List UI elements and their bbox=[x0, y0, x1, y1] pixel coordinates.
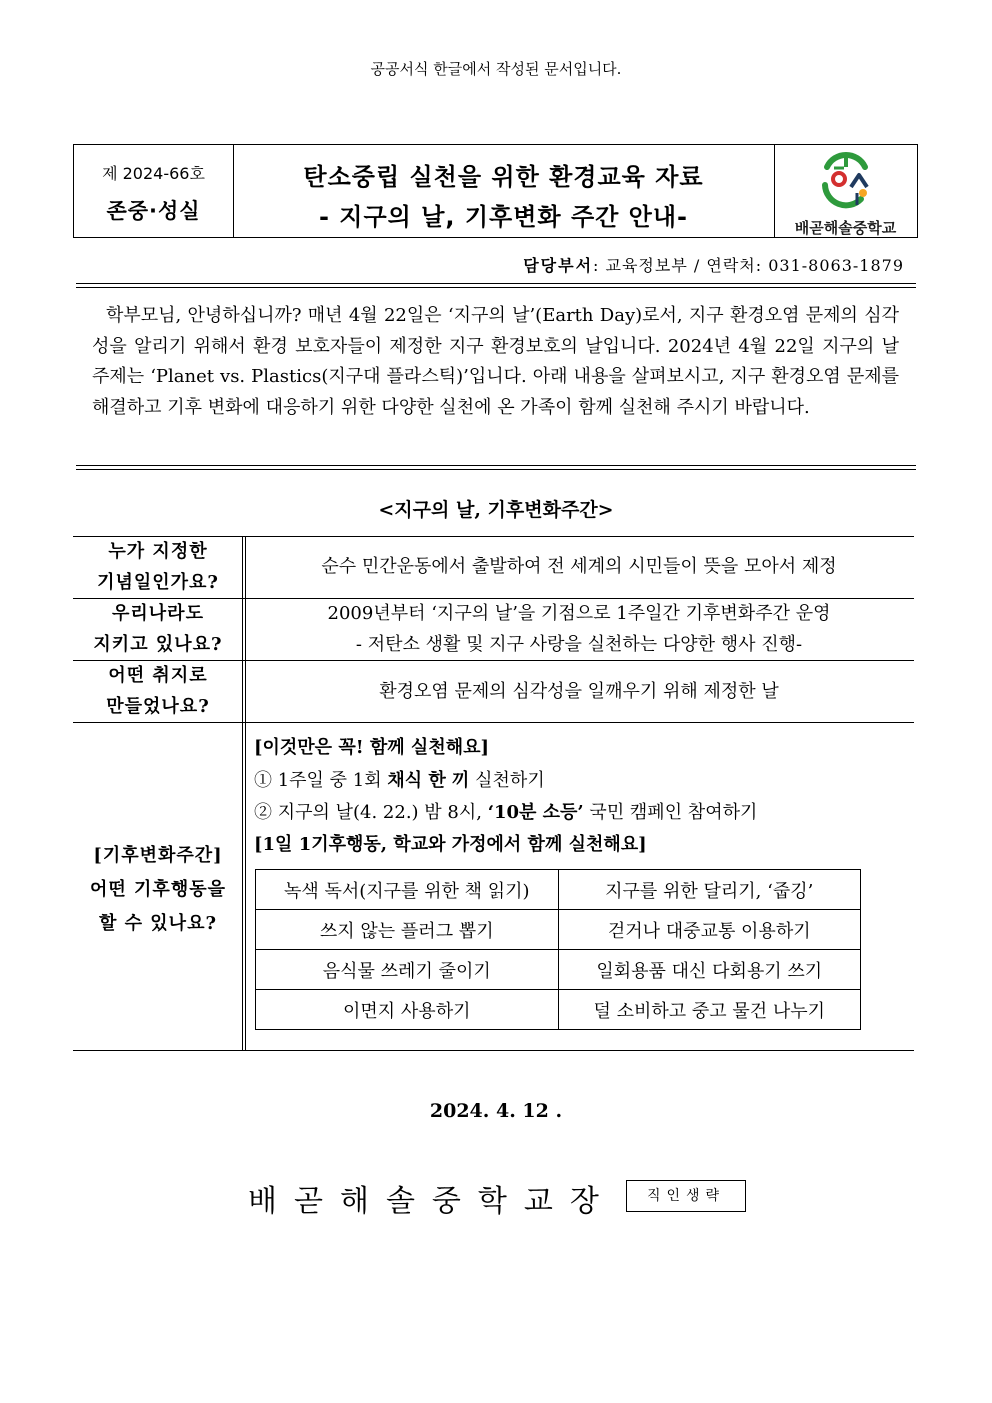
section-title: <지구의 날, 기후변화주간> bbox=[378, 499, 614, 521]
department-contact: : 교육정보부 / 연락처: 031-8063-1879 bbox=[593, 256, 904, 275]
question-line: 어떤 기후행동을 bbox=[90, 879, 226, 900]
climate-action-table bbox=[255, 869, 861, 1030]
table-cell: 음식물 쓰레기 줄이기 bbox=[256, 950, 559, 990]
table-row bbox=[256, 910, 861, 950]
contact-info bbox=[523, 253, 904, 276]
intro-paragraph: 학부모님, 안녕하십니까? 매년 4월 22일은 ‘지구의 날’(Earth Day)로서, 지구 환경오염 문제의 심각성을 알리기 위해서 환경 보호자들이 제정한 지구 환경보호의 날입니다. 2024년 4월 22일 지구의 날 주제는 ‘Planet vs. Plastics(지구대 플라스틱)’입니다. 아래 내용을 살펴보시고, 지구 환경오염 문제를 해결하고 기후 변화에 대응하기 위한 다양한 실천에 온 가족이 함께 실천해 주시기 바랍니다. bbox=[92, 305, 899, 418]
action-item bbox=[254, 765, 545, 797]
divider-bottom bbox=[76, 465, 916, 470]
department-label: 담당부서 bbox=[523, 256, 594, 275]
table-cell: 일회용품 대신 다회용기 쓰기 bbox=[558, 950, 861, 990]
school-logo-icon bbox=[817, 149, 875, 215]
action-item-emphasis: 채식 한 끼 bbox=[387, 770, 470, 791]
action-item-text: 국민 캠페인 참여하기 bbox=[583, 802, 758, 823]
action-heading: [1일 1기후행동, 학교와 가정에서 함께 실천해요] bbox=[254, 834, 647, 855]
document-subtitle: - 지구의 날, 기후변화 주간 안내- bbox=[318, 203, 689, 231]
answer-cell bbox=[247, 551, 911, 582]
table-cell: 녹색 독서(지구를 위한 책 읽기) bbox=[256, 870, 559, 910]
principal-name: 배곧해솔중학교장 bbox=[248, 1184, 616, 1219]
answer-line: 순수 민간운동에서 출발하여 전 세계의 시민들이 뜻을 모아서 제정 bbox=[321, 556, 837, 577]
answer-line: - 저탄소 생활 및 지구 사랑을 실천하는 다양한 행사 진행- bbox=[355, 634, 803, 655]
divider-top bbox=[76, 283, 916, 288]
table-row bbox=[256, 990, 861, 1030]
intro-paragraph-box bbox=[92, 301, 899, 423]
question-line: 누가 지정한 bbox=[108, 541, 208, 562]
school-motto: 존중·성실 bbox=[106, 199, 201, 223]
answer-line: 2009년부터 ‘지구의 날’을 기점으로 1주일간 기후변화주간 운영 bbox=[327, 603, 831, 624]
action-item bbox=[254, 797, 757, 829]
question-cell bbox=[73, 598, 243, 660]
document-title: 탄소중립 실천을 위한 환경교육 자료 bbox=[303, 163, 704, 191]
answer-cell bbox=[247, 598, 911, 660]
question-cell bbox=[73, 839, 243, 941]
question-cell bbox=[73, 660, 243, 722]
action-heading: [이것만은 꼭! 함께 실천해요] bbox=[254, 737, 490, 758]
question-line: 만들었나요? bbox=[106, 696, 210, 717]
table-cell: 이면지 사용하기 bbox=[256, 990, 559, 1030]
question-cell bbox=[73, 536, 243, 598]
table-row bbox=[256, 950, 861, 990]
issue-date: 2024. 4. 12 . bbox=[429, 1100, 563, 1122]
header-left-cell bbox=[74, 145, 234, 237]
table-cell: 걷거나 대중교통 이용하기 bbox=[558, 910, 861, 950]
question-line: 할 수 있나요? bbox=[98, 913, 218, 934]
question-line: 어떤 취지로 bbox=[108, 665, 208, 686]
table-border bbox=[73, 1050, 914, 1051]
question-line: [기후변화주간] bbox=[93, 845, 223, 866]
question-line: 우리나라도 bbox=[112, 603, 204, 624]
table-border bbox=[73, 722, 914, 723]
action-item-text: 실천하기 bbox=[469, 770, 545, 791]
action-item-text: ② 지구의 날(4. 22.) 밤 8시, bbox=[254, 802, 488, 823]
question-line: 기념일인가요? bbox=[97, 572, 219, 593]
seal-omitted-box: 직인생략 bbox=[626, 1180, 746, 1212]
document-notice: 공공서식 한글에서 작성된 문서입니다. bbox=[370, 60, 622, 78]
answer-line: 환경오염 문제의 심각성을 일깨우기 위해 제정한 날 bbox=[379, 681, 779, 702]
action-item-emphasis: ‘10분 소등’ bbox=[487, 802, 584, 823]
header-title-cell bbox=[233, 145, 775, 237]
document-header bbox=[73, 144, 918, 238]
table-cell: 지구를 위한 달리기, ‘줍깅’ bbox=[558, 870, 861, 910]
table-cell: 쓰지 않는 플러그 뽑기 bbox=[256, 910, 559, 950]
question-line: 지키고 있나요? bbox=[93, 634, 223, 655]
action-item-text: ① 1주일 중 1회 bbox=[254, 770, 388, 791]
header-logo-cell bbox=[774, 145, 917, 237]
table-cell: 덜 소비하고 중고 물건 나누기 bbox=[558, 990, 861, 1030]
table-row bbox=[256, 870, 861, 910]
logo-school-name: 배곧해솔중학교 bbox=[794, 219, 897, 237]
answer-cell bbox=[247, 676, 911, 707]
document-number: 제 2024-66호 bbox=[102, 164, 205, 183]
table-border bbox=[245, 537, 246, 1051]
